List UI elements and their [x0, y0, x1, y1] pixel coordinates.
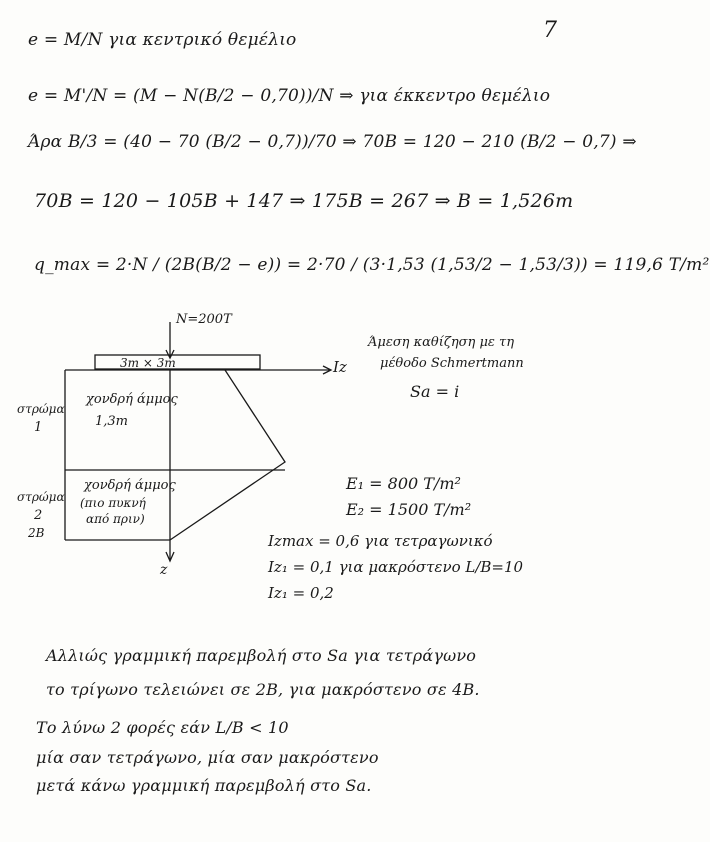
- iz-axis-label: Iz: [333, 358, 347, 376]
- iz-max-note: Izmax = 0,6 για τετραγωνικό: [268, 532, 493, 550]
- sa-note: Sa = i: [410, 382, 460, 401]
- depth-axis-label: z: [160, 562, 168, 578]
- method-note-1: Άμεση καθίζηση με τη: [368, 335, 515, 350]
- layer2-side-label: στρώμα: [17, 490, 65, 504]
- layer2-description-3: από πριν): [86, 512, 145, 526]
- modulus-e1: E₁ = 800 T/m²: [346, 474, 461, 493]
- load-label: N=200T: [176, 312, 232, 327]
- formula-qmax: q_max = 2·N / (2B(B/2 − e)) = 2·70 / (3·1,53 (1,53/2 − 1,53/3)) = 119,6 T/m²: [34, 255, 710, 275]
- formula-solve-b: Άρα B/3 = (40 − 70 (B/2 − 0,7))/70 ⇒ 70B = 120 − 210 (B/2 − 0,7) ⇒: [28, 132, 637, 152]
- formula-eccentricity-eccentric: e = M'/N = (M − N(B/2 − 0,70))/N ⇒ για έκκεντρο θεμέλιο: [28, 86, 551, 106]
- iz1-long-note: Iz₁ = 0,1 για μακρόστενο L/B=10: [268, 558, 524, 576]
- layer1-side-label: στρώμα: [17, 402, 65, 416]
- layer1-description: χονδρή άμμος: [86, 392, 178, 407]
- footing-label: 3m × 3m: [120, 356, 176, 370]
- text-line-3: Το λύνω 2 φορές εάν L/B < 10: [36, 718, 289, 737]
- layer2-description-2: (πιο πυκνή: [80, 496, 146, 510]
- layer2-number: 2: [34, 508, 43, 523]
- modulus-e2: E₂ = 1500 T/m²: [346, 500, 472, 519]
- text-line-4: μία σαν τετράγωνο, μία σαν μακρόστενο: [36, 748, 379, 767]
- layer1-number: 1: [34, 420, 43, 435]
- text-line-1: Αλλιώς γραμμική παρεμβολή στο Sa για τετράγωνο: [46, 646, 477, 665]
- layer1-thickness: 1,3m: [95, 414, 129, 429]
- iz-triangle: [170, 370, 285, 540]
- formula-eccentricity-central: e = M/N για κεντρικό θεμέλιο: [28, 30, 297, 50]
- layer2-description: χονδρή άμμος: [84, 478, 176, 493]
- text-line-2: το τρίγωνο τελειώνει σε 2B, για μακρόστενο σε 4B.: [46, 680, 480, 699]
- page-number: 7: [543, 18, 557, 43]
- layer2-depth-label: 2B: [28, 526, 45, 540]
- iz1-note: Iz₁ = 0,2: [268, 584, 334, 602]
- text-line-5: μετά κάνω γραμμική παρεμβολή στο Sa.: [36, 776, 372, 795]
- formula-b-result: 70B = 120 − 105B + 147 ⇒ 175B = 267 ⇒ B = 1,526m: [34, 190, 574, 212]
- method-note-2: μέθοδο Schmertmann: [380, 356, 524, 371]
